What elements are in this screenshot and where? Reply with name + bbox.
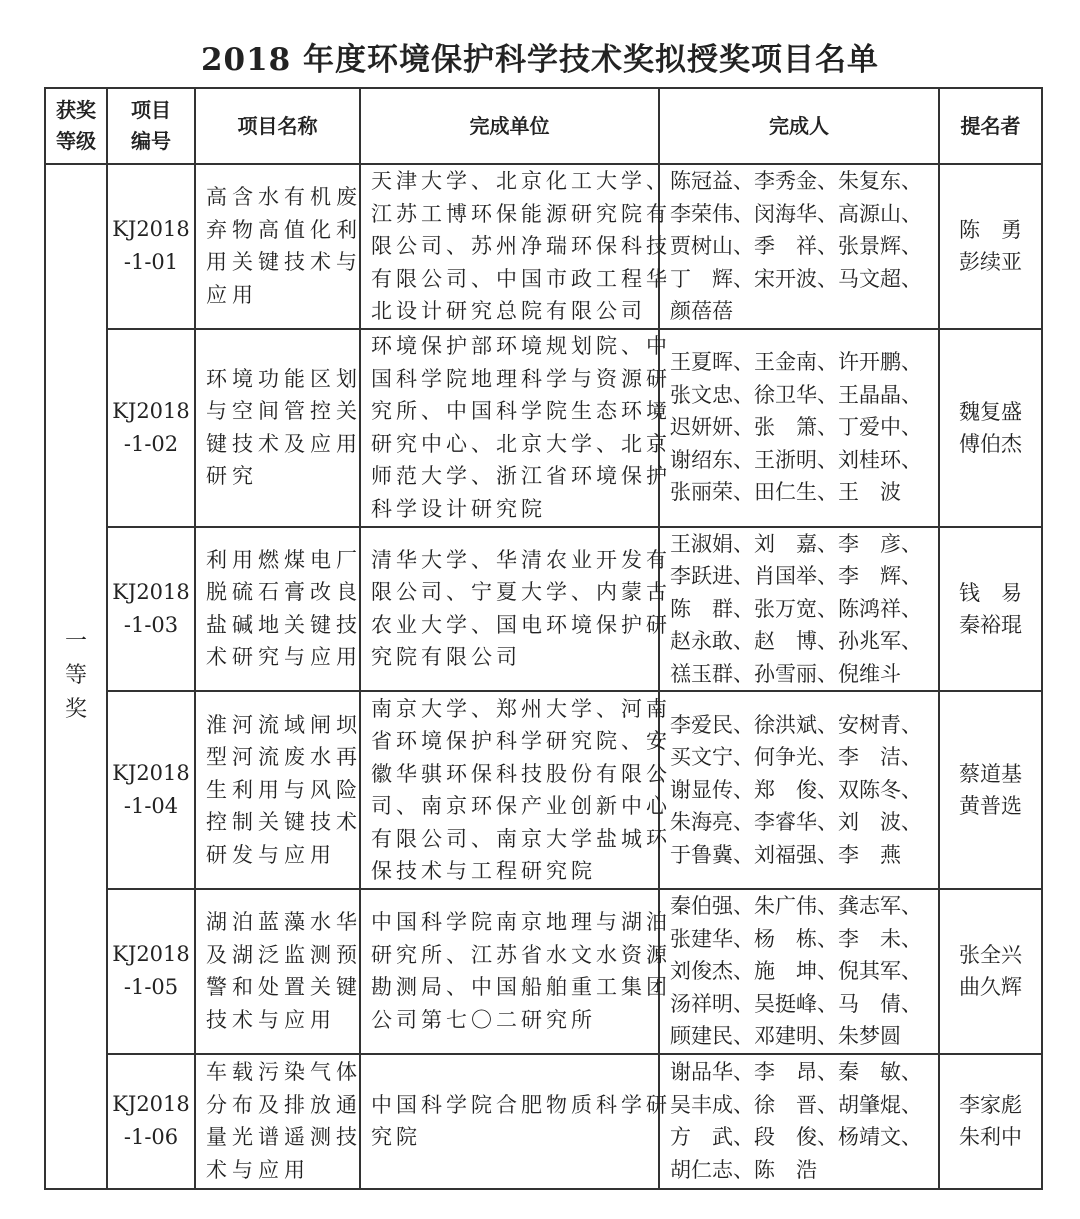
cell-line: 公司第七〇二研究所 [371, 1007, 596, 1032]
cell-line: 曲久辉 [959, 975, 1022, 1000]
completers [659, 164, 939, 329]
cell-line: 谢品华、李 昂、秦 敏、 [670, 1060, 922, 1084]
cell-line: 环境功能区划 [206, 366, 362, 391]
nominator [939, 527, 1042, 692]
table-row [45, 329, 1042, 527]
completing-units [360, 527, 671, 692]
cell-line: 北设计研究总院有限公司 [371, 299, 646, 323]
cell-line: 天津大学、北京化工大学、 [371, 169, 671, 193]
project-name [195, 527, 360, 692]
cell-line: 李跃进、肖国举、李 辉、 [670, 564, 922, 588]
cell-line: -1-04 [123, 794, 179, 818]
cell-line: 南京大学、郑州大学、河南 [371, 696, 671, 721]
cell-line: 究院有限公司 [371, 645, 521, 670]
project-code [107, 527, 195, 692]
cell-line: 研究所、江苏省水文水资源 [371, 942, 671, 967]
project-name [195, 329, 360, 527]
award-table [44, 87, 1043, 1190]
cell-line: 研究 [206, 464, 258, 488]
cell-line: 买文宁、何争光、李 洁、 [670, 745, 922, 770]
completers [659, 527, 939, 692]
cell-line: 张丽荣、田仁生、王 波 [670, 480, 901, 505]
cell-line: 利用燃煤电厂 [206, 547, 362, 572]
table-row [45, 1054, 1042, 1189]
completing-units [360, 1054, 671, 1189]
cell-line: 徽华骐环保科技股份有限公 [371, 761, 671, 786]
cell-line: -1-01 [123, 250, 179, 275]
cell-line: 彭续亚 [959, 250, 1022, 275]
award-level [45, 164, 107, 1189]
cell-line: 分布及排放通 [206, 1092, 362, 1117]
nominator [939, 1054, 1042, 1189]
header-people: 完成人 [659, 88, 939, 164]
cell-line: 用关键技术与 [206, 250, 362, 275]
cell-line: 勘测局、中国船舶重工集团 [371, 975, 671, 1000]
cell-line: 脱硫石膏改良 [206, 580, 362, 605]
cell-line: 农业大学、国电环境保护研 [371, 612, 671, 637]
cell-line: 陈 勇 [959, 218, 1022, 243]
header-code: 项目 编号 [107, 88, 195, 164]
cell-line: 王淑娟、刘 嘉、李 彦、 [670, 531, 922, 556]
cell-line: 省环境保护科学研究院、安 [371, 729, 671, 753]
cell-line: 量光谱遥测技 [206, 1125, 362, 1149]
project-name [195, 889, 360, 1054]
cell-line: 术研究与应用 [206, 645, 362, 670]
project-name [195, 691, 360, 889]
completers [659, 691, 939, 889]
cell-line: 应用 [206, 282, 258, 307]
cell-line: 李家彪 [959, 1093, 1022, 1117]
cell-line: KJ2018 [112, 579, 190, 604]
cell-line: 方 武、段 俊、杨靖文、 [670, 1125, 922, 1149]
table-row [45, 527, 1042, 692]
cell-line: 及湖泛监测预 [206, 942, 362, 967]
cell-line: -1-06 [123, 1125, 179, 1149]
cell-line: 究院 [371, 1125, 421, 1149]
cell-line: 于鲁冀、刘福强、李 燕 [670, 842, 901, 867]
cell-line: 控制关键技术 [206, 810, 362, 835]
completing-units [360, 691, 671, 889]
cell-line: 赵永敢、赵 博、孙兆军、 [670, 629, 922, 653]
cell-line: KJ2018 [112, 217, 190, 242]
completing-units [360, 329, 671, 527]
table-row [45, 691, 1042, 889]
cell-line: 中国科学院南京地理与湖泊 [371, 910, 671, 935]
cell-line: 钱 易 [959, 580, 1022, 605]
cell-line: 禚玉群、孙雪丽、倪维斗 [670, 661, 901, 686]
cell-line: 秦伯强、朱广伟、龚志军、 [670, 894, 922, 918]
cell-line: 有限公司、中国市政工程华 [371, 266, 671, 291]
cell-line: 迟妍妍、张 箫、丁爱中、 [670, 415, 922, 440]
header-nominator: 提名者 [939, 88, 1042, 164]
cell-line: 张建华、杨 栋、李 未、 [670, 926, 922, 951]
cell-line: 黄普选 [959, 794, 1022, 818]
cell-line: 生利用与风险 [206, 777, 362, 802]
cell-line: 淮河流域闸坝 [206, 712, 362, 737]
nominator [939, 164, 1042, 329]
nominator [939, 889, 1042, 1054]
cell-line: 中国科学院合肥物质科学研 [371, 1092, 671, 1117]
cell-line: 谢绍东、王浙明、刘桂环、 [670, 447, 922, 472]
cell-line: 限公司、苏州净瑞环保科技 [371, 234, 671, 258]
cell-line: 术与应用 [206, 1157, 310, 1182]
project-code [107, 889, 195, 1054]
cell-line: 键技术及应用 [206, 431, 362, 456]
cell-line: KJ2018 [112, 398, 190, 423]
cell-line: 张文忠、徐卫华、王晶晶、 [670, 382, 922, 407]
award-level-text: 一等奖 [64, 629, 87, 723]
cell-line: 湖泊蓝藻水华 [206, 910, 362, 935]
cell-line: -1-02 [123, 431, 179, 456]
cell-line: 朱海亮、李睿华、刘 波、 [670, 810, 922, 835]
cell-line: 型河流废水再 [206, 745, 362, 770]
cell-line: 国科学院地理科学与资源研 [371, 366, 671, 391]
cell-line: 秦裕琨 [959, 612, 1022, 637]
cell-line: KJ2018 [112, 1092, 190, 1116]
cell-line: 司、南京环保产业创新中心 [371, 794, 671, 818]
cell-line: 胡仁志、陈 浩 [670, 1157, 817, 1182]
cell-line: 弃物高值化利 [206, 217, 362, 242]
cell-line: 张全兴 [959, 943, 1022, 968]
cell-line: 与空间管控关 [206, 399, 362, 423]
document-title: 2018 年度环境保护科学技术奖拟授奖项目名单 [200, 42, 880, 78]
cell-line: 王夏晖、王金南、许开鹏、 [670, 350, 922, 375]
completing-units [360, 164, 671, 329]
cell-line: 傅伯杰 [959, 431, 1022, 456]
cell-line: 江苏工博环保能源研究院有 [371, 201, 671, 226]
cell-line: 车载污染气体 [206, 1060, 362, 1084]
cell-line: 贾树山、季 祥、张景辉、 [670, 234, 922, 258]
cell-line: 刘俊杰、施 坤、倪其军、 [670, 959, 922, 983]
header-unit: 完成单位 [360, 88, 659, 164]
table-row [45, 164, 1042, 329]
nominator [939, 691, 1042, 889]
cell-line: 究所、中国科学院生态环境 [371, 399, 671, 423]
project-code [107, 329, 195, 527]
header-level: 获奖 等级 [45, 88, 107, 164]
cell-line: 研究中心、北京大学、北京 [371, 431, 671, 456]
cell-line: 魏复盛 [959, 399, 1022, 424]
cell-line: 丁 辉、宋开波、马文超、 [670, 266, 922, 291]
cell-line: 警和处置关键 [206, 975, 362, 1000]
cell-line: 清华大学、华清农业开发有 [371, 547, 671, 572]
cell-line: 朱利中 [959, 1125, 1022, 1149]
project-code [107, 1054, 195, 1189]
project-name [195, 164, 360, 329]
table-row [45, 889, 1042, 1054]
cell-line: KJ2018 [112, 761, 190, 785]
cell-line: 高含水有机废 [206, 185, 362, 210]
cell-line: 研发与应用 [206, 842, 336, 867]
cell-line: 颜蓓蓓 [670, 299, 733, 323]
cell-line: 李荣伟、闵海华、高源山、 [670, 201, 922, 226]
completing-units [360, 889, 671, 1054]
cell-line: 吴丰成、徐 晋、胡肇焜、 [670, 1092, 922, 1117]
cell-line: 盐碱地关键技 [206, 612, 362, 637]
nominator [939, 329, 1042, 527]
cell-line: 科学设计研究院 [371, 496, 546, 521]
table-header-row [45, 88, 1042, 164]
completers [659, 1054, 939, 1189]
cell-line: -1-05 [123, 975, 179, 1000]
cell-line: 汤祥明、吴挺峰、马 倩、 [670, 991, 922, 1016]
project-name [195, 1054, 360, 1189]
cell-line: 技术与应用 [206, 1007, 336, 1032]
cell-line: 陈冠益、李秀金、朱复东、 [670, 169, 922, 193]
completers [659, 889, 939, 1054]
cell-line: 限公司、宁夏大学、内蒙古 [371, 580, 671, 605]
cell-line: 有限公司、南京大学盐城环 [371, 826, 671, 851]
cell-line: 陈 群、张万宽、陈鸿祥、 [670, 596, 922, 621]
completers [659, 329, 939, 527]
project-code [107, 691, 195, 889]
cell-line: -1-03 [123, 612, 179, 637]
cell-line: 环境保护部环境规划院、中 [371, 334, 671, 358]
cell-line: 师范大学、浙江省环境保护 [371, 464, 671, 488]
cell-line: KJ2018 [112, 942, 190, 967]
header-name: 项目名称 [195, 88, 360, 164]
project-code [107, 164, 195, 329]
cell-line: 保技术与工程研究院 [371, 859, 596, 883]
cell-line: 蔡道基 [959, 762, 1022, 786]
cell-line: 谢显传、郑 俊、双陈冬、 [670, 777, 922, 802]
cell-line: 李爱民、徐洪斌、安树青、 [670, 712, 922, 737]
cell-line: 顾建民、邓建明、朱梦圆 [670, 1024, 901, 1048]
